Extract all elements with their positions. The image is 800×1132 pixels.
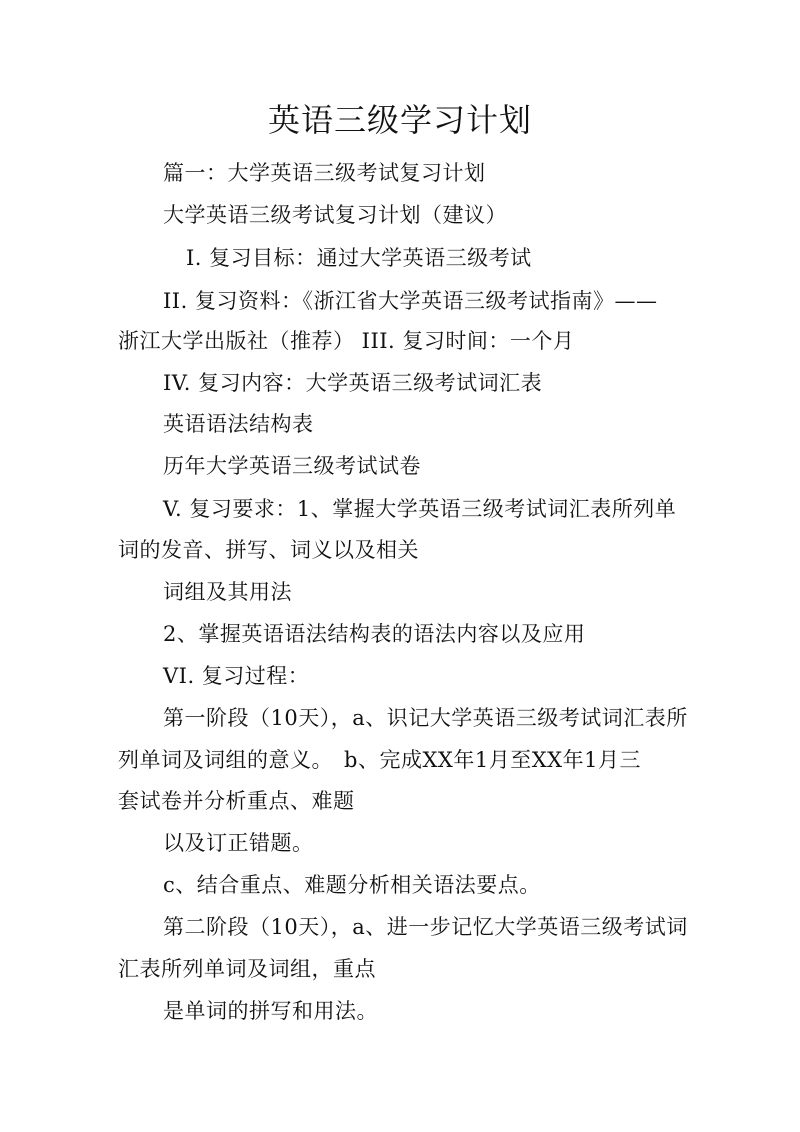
text-line: 第二阶段（10天），a、进一步记忆大学英语三级考试词 bbox=[163, 915, 688, 939]
text-line: 套试卷并分析重点、难题 bbox=[118, 789, 355, 813]
text-line: 汇表所列单词及词组，重点 bbox=[118, 957, 376, 981]
text-line: 浙江大学出版社（推荐） III. 复习时间：一个月 bbox=[118, 329, 575, 353]
text-line: 词的发音、拼写、词义以及相关 bbox=[118, 538, 419, 562]
text-line: 篇一：大学英语三级考试复习计划 bbox=[163, 161, 486, 185]
text-line: VI. 复习过程： bbox=[163, 664, 310, 688]
text-line: V. 复习要求：1、掌握大学英语三级考试词汇表所列单 bbox=[163, 497, 677, 521]
text-line: IV. 复习内容：大学英语三级考试词汇表 bbox=[163, 371, 543, 395]
text-line: 列单词及词组的意义。 b、完成XX年1月至XX年1月三 bbox=[118, 748, 641, 772]
text-line: 大学英语三级考试复习计划（建议） bbox=[163, 203, 507, 227]
text-line: 以及订正错题。 bbox=[163, 831, 314, 855]
text-line: 词组及其用法 bbox=[163, 580, 292, 604]
text-line: II. 复习资料：《浙江省大学英语三级考试指南》—— bbox=[163, 289, 658, 313]
text-line: 2、掌握英语语法结构表的语法内容以及应用 bbox=[163, 622, 586, 646]
text-line: c、结合重点、难题分析相关语法要点。 bbox=[163, 873, 541, 897]
text-line: 是单词的拼写和用法。 bbox=[163, 999, 378, 1023]
text-line: I. 复习目标：通过大学英语三级考试 bbox=[186, 246, 532, 270]
text-line: 英语语法结构表 bbox=[163, 412, 314, 436]
text-line: 第一阶段（10天），a、识记大学英语三级考试词汇表所 bbox=[163, 706, 688, 730]
document-title: 英语三级学习计划 bbox=[267, 101, 532, 139]
text-line: 历年大学英语三级考试试卷 bbox=[163, 454, 421, 478]
